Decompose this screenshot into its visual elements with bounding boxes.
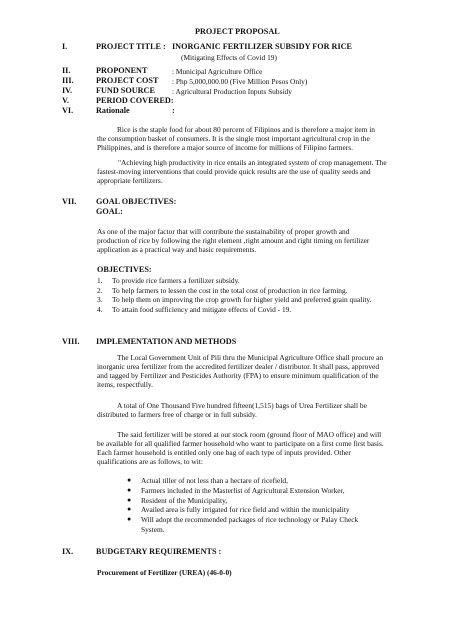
- procurement-subheading: Procurement of Fertilizer (UREA) (46-0-0): [97, 568, 232, 577]
- section-9-title: BUDGETARY REQUIREMENTS :: [96, 547, 222, 556]
- project-cost-value: : Php 5,000,000.00 (Five Million Pesos Only): [172, 77, 308, 86]
- list-text: To help farmers to lessen the cost in the total cost of production in rice farming.: [112, 285, 348, 295]
- section-6-colon: :: [172, 106, 175, 115]
- text-line: items, respectfully.: [97, 379, 153, 389]
- section-8-title: IMPLEMENTATION AND METHODS: [96, 337, 237, 346]
- section-7-title: GOAL OBJECTIVES:: [96, 197, 177, 206]
- text-line: application as a practical way and basic requirements.: [97, 244, 257, 254]
- list-text: Availed area is fully irrigated for rice field and within the municipality: [141, 505, 350, 515]
- proponent-value: : Municipal Agriculture Office: [172, 67, 263, 76]
- rationale-paragraph-1: [97, 126, 375, 153]
- section-2-number: II.: [62, 66, 71, 75]
- text-line: qualifications are as follows, to wit:: [97, 456, 203, 466]
- section-4-number: IV.: [62, 86, 73, 95]
- implementation-paragraph-1: [97, 354, 383, 390]
- list-number: 1.: [97, 276, 103, 285]
- section-2-label: PROPONENT: [96, 66, 148, 75]
- section-6-label: Rationale: [96, 106, 130, 115]
- implementation-paragraph-2: [97, 402, 367, 420]
- section-1-number: I.: [62, 42, 68, 51]
- section-3-number: III.: [62, 76, 74, 85]
- text-line: distributed to farmers free of charge or in full subsidy.: [97, 409, 257, 419]
- list-item: [97, 305, 371, 315]
- text-line: Philippines, and is therefore a major source of income for millions of Filipino farmers.: [97, 142, 353, 152]
- list-number: 4.: [97, 304, 103, 314]
- section-3-label: PROJECT COST: [96, 76, 159, 85]
- implementation-paragraph-3: [97, 431, 384, 467]
- text-line: As one of the major factor that will contribute the sustainability of proper growth and: [97, 227, 350, 236]
- text-line: inorganic urea fertilizer from the accredited fertilizer dealer / distributor. It shall pass, approved: [97, 361, 380, 371]
- rationale-paragraph-2: [97, 159, 387, 186]
- list-text: Will adopt the recommended packages of rice technology or Palay Check: [141, 515, 359, 525]
- goal-paragraph: [97, 228, 369, 255]
- qualifications-list: [127, 476, 358, 534]
- list-item: [127, 486, 358, 495]
- bullet-icon: ●: [127, 495, 132, 504]
- list-item: [97, 295, 371, 305]
- text-line: A total of One Thousand Five hundred fifteen(1,515) bags of Urea Fertilizer shall be: [117, 401, 367, 410]
- goal-label: GOAL:: [96, 207, 123, 216]
- text-line: The said fertilizer will be stored at our stock room (ground floor of MAO office) and will: [117, 430, 382, 439]
- list-item: [97, 276, 371, 286]
- list-text: Resident of the Municipality,: [141, 495, 228, 505]
- text-line: fastest-moving interventions that could provide quick results are the use of quality seeds and: [97, 166, 371, 176]
- list-text: Actual tiller of not less than a hectare of ricefield,: [141, 476, 288, 485]
- list-item: [127, 505, 358, 514]
- text-line: "Achieving high productivity in rice entails an integrated system of crop management. The: [118, 158, 387, 167]
- text-line: the consumption basket of consumers. It is the single most important agricultural crop in the: [97, 133, 370, 143]
- text-line: and tagged by Fertilizer and Pesticides Authority (FPA) to ensure minimum qualification of the: [97, 370, 379, 380]
- objectives-label: OBJECTIVES:: [97, 265, 152, 274]
- text-line: production of rice by following the right element ,right amount and right timing on fertilizer: [97, 235, 370, 245]
- list-text: Farmers included in the Masterlist of Agricultural Extension Worker,: [141, 485, 345, 495]
- bullet-icon: ●: [127, 485, 132, 494]
- section-5-number: V.: [62, 96, 69, 105]
- bullet-icon: ●: [127, 476, 132, 484]
- section-8-number: VIII.: [62, 337, 80, 346]
- text-line: be available for all qualified farmer household who want to participate on a first come first basis.: [97, 438, 384, 448]
- section-1-label: PROJECT TITLE :: [96, 42, 166, 51]
- section-5-label: PERIOD COVERED:: [96, 96, 174, 105]
- list-number: 2.: [97, 285, 103, 295]
- text-line: Each farmer household is entitled only one bag of each type of inputs provided. Other: [97, 447, 351, 457]
- section-6-number: VI.: [62, 106, 74, 115]
- list-text: To help them on improving the crop growth for higher yield and preferred grain quality.: [112, 295, 372, 305]
- document-title: PROJECT PROPOSAL: [195, 27, 280, 36]
- text-line: Rice is the staple food for about 80 percent of Filipinos and is therefore a major item in: [117, 125, 375, 134]
- text-line: appropriate fertilizers.: [97, 175, 163, 185]
- list-item: [127, 476, 358, 485]
- section-9-number: IX.: [62, 547, 74, 556]
- project-subtitle: (Mitigating Effects of Covid 19): [181, 53, 277, 62]
- list-text: System.: [141, 524, 165, 534]
- bullet-icon: ●: [127, 505, 132, 514]
- list-item: [127, 496, 358, 505]
- section-7-number: VII.: [62, 197, 77, 206]
- section-4-label: FUND SOURCE: [96, 86, 155, 95]
- list-item: [97, 286, 371, 296]
- fund-source-value: : Agricultural Production Inputs Subsidy: [172, 87, 292, 96]
- list-text: To provide rice farmers a fertilizer subsidy.: [112, 276, 240, 285]
- text-line: The Local Government Unit of Pili thru the Municipal Agriculture Office shall procure an: [117, 353, 384, 362]
- list-item: [127, 515, 358, 534]
- list-text: To attain food sufficiency and mitigate effects of Covid - 19.: [112, 304, 292, 314]
- objectives-list: [97, 276, 371, 314]
- list-number: 3.: [97, 295, 103, 305]
- project-title-value: INORGANIC FERTILIZER SUBSIDY FOR RICE: [172, 42, 353, 51]
- bullet-icon: ●: [127, 515, 132, 524]
